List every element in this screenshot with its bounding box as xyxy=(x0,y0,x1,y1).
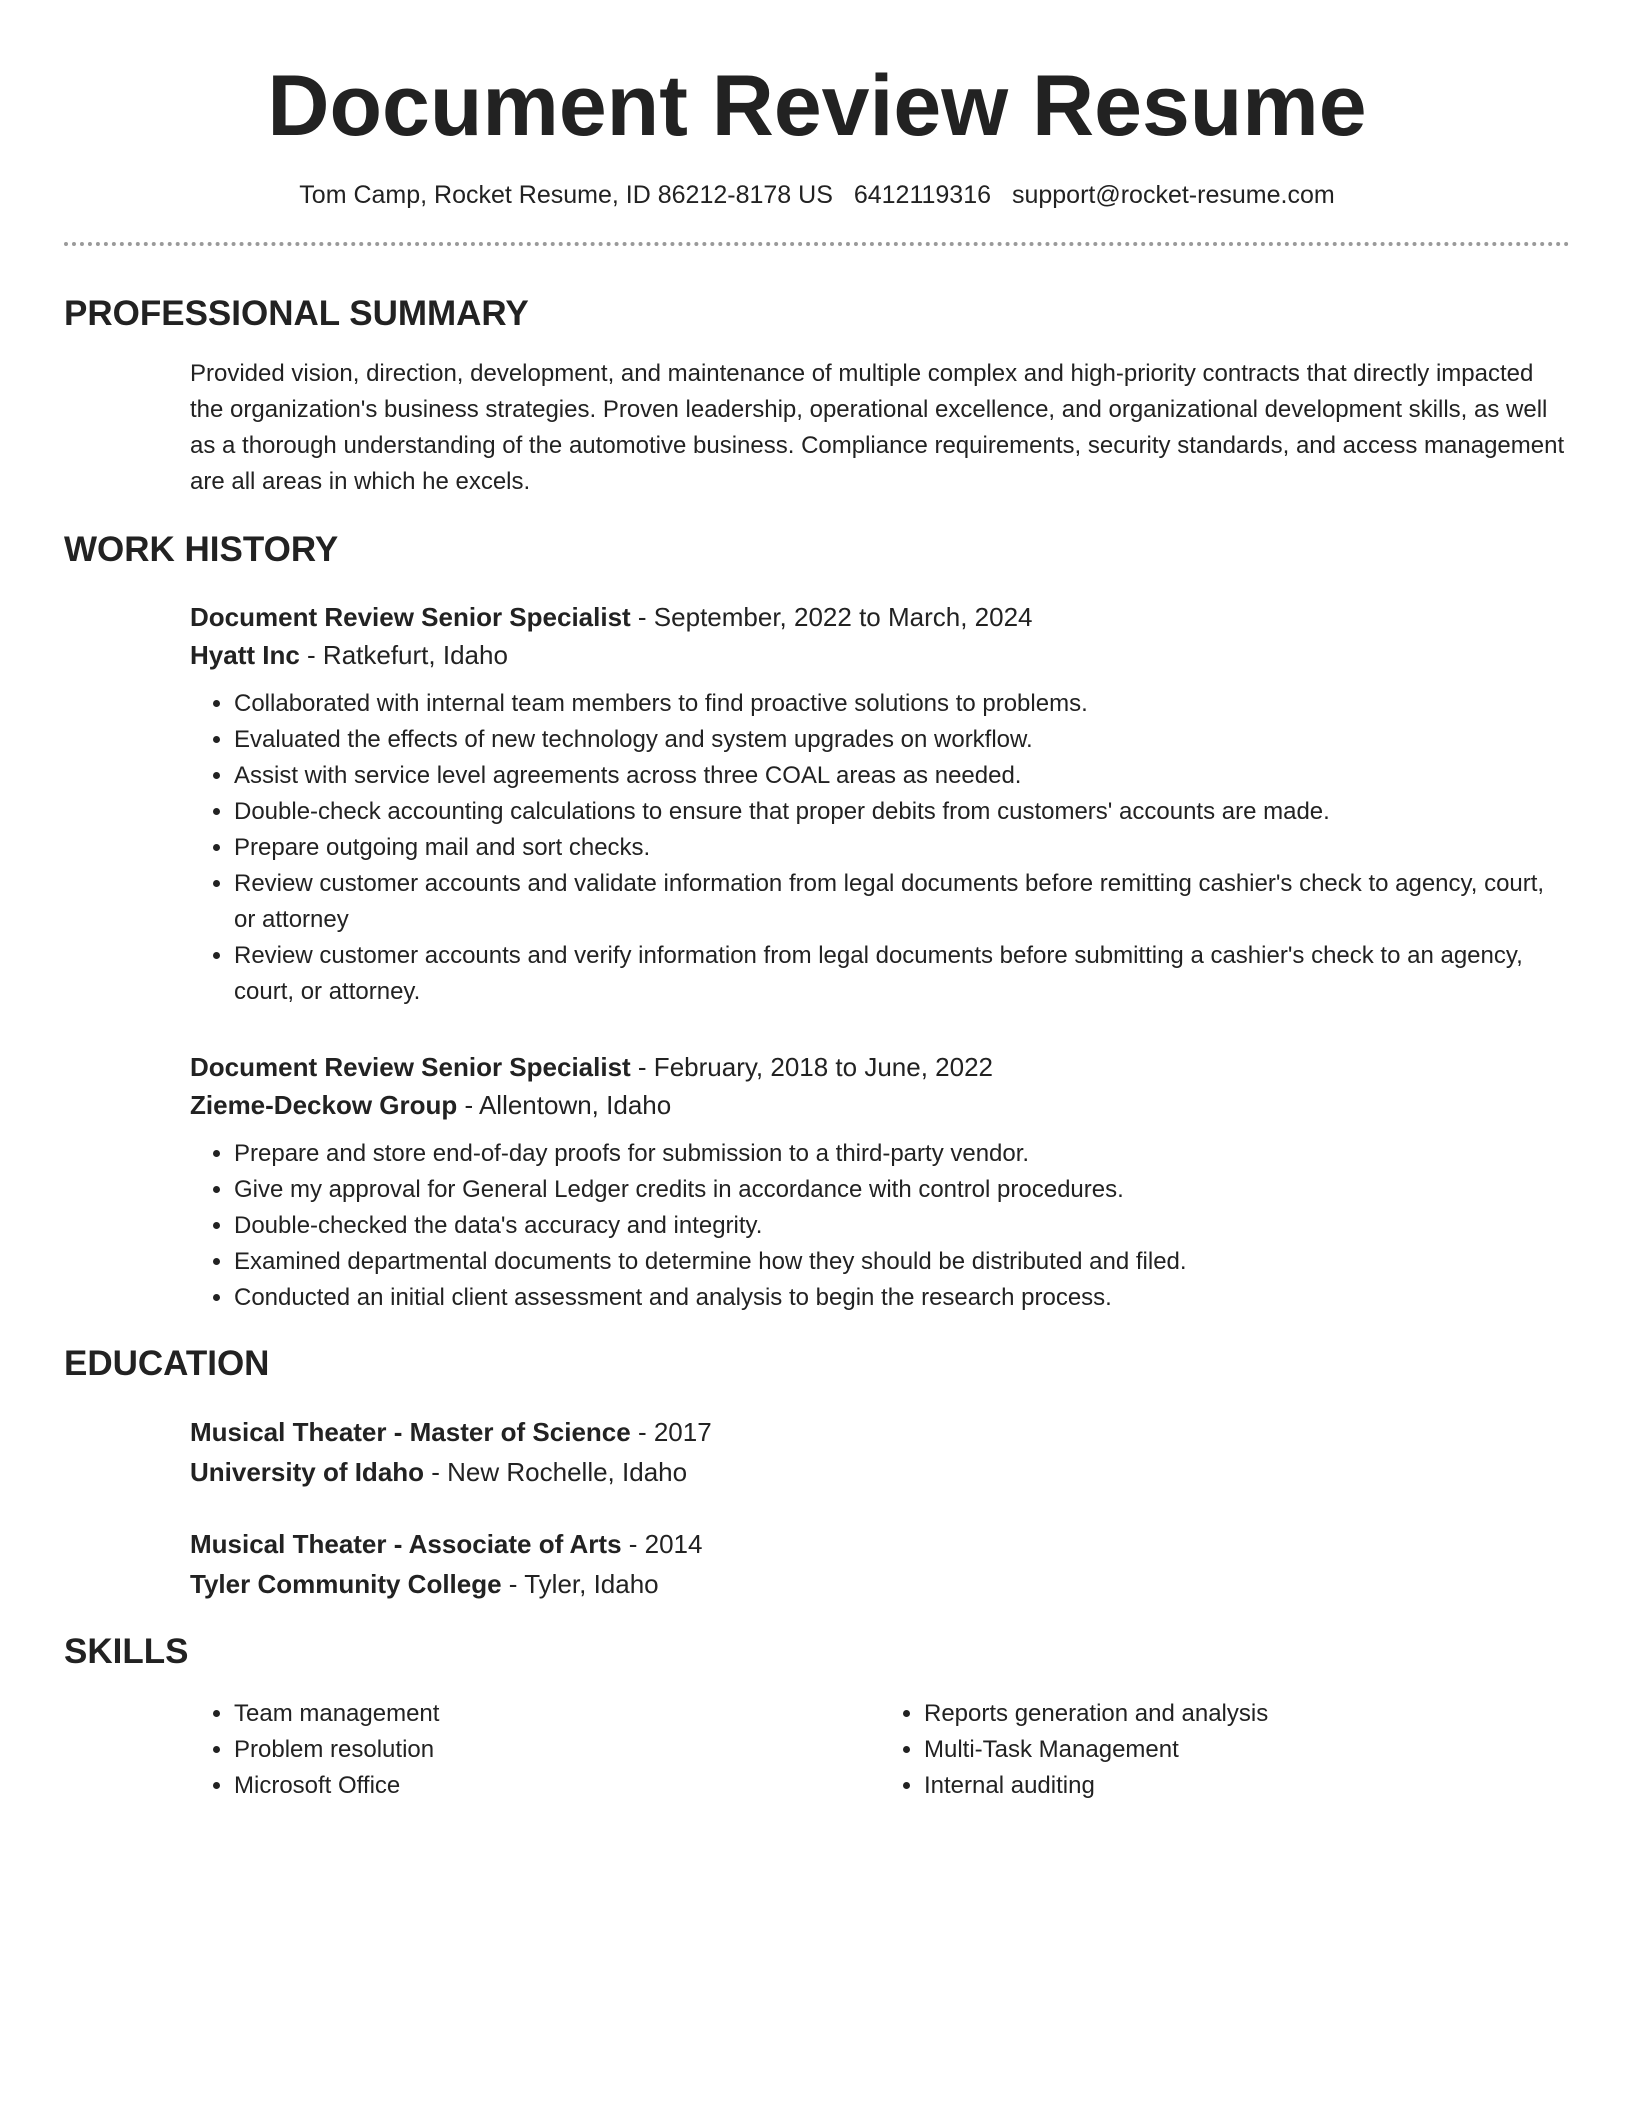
contact-address: Tom Camp, Rocket Resume, ID 86212-8178 US xyxy=(299,181,833,209)
contact-email: support@rocket-resume.com xyxy=(1011,181,1335,209)
skill-item: • Reports generation and analysis xyxy=(924,1696,1570,1732)
job-entry xyxy=(190,598,1570,1010)
job-title-line xyxy=(190,1048,1570,1086)
skills-list-left xyxy=(190,1696,880,1804)
skills-list-right xyxy=(880,1696,1570,1804)
job-duties-list xyxy=(190,1136,1570,1316)
work-history-heading: WORK HISTORY xyxy=(64,530,339,569)
school-line xyxy=(190,1564,1570,1604)
summary-text: Provided vision, direction, development, and maintenance of multiple complex and high-priority contracts that directly impacted the organization's business strategies. Proven leadership, operational excellence, and organizational development skills, as well as a thorough understanding of the automotive business. Compliance requirements, security standards, and access management are all areas in which he excels. xyxy=(190,360,1565,495)
list-item: • Assist with service level agreements across three COAL areas as needed. xyxy=(234,758,1570,794)
list-item: • Review customer accounts and validate information from legal documents before remitting cashier's check to agency, court, or attorney xyxy=(234,866,1570,938)
school-name: University of Idaho xyxy=(190,1457,425,1487)
job-title: Document Review Senior Specialist xyxy=(190,1052,631,1082)
resume-title: Document Review Resume xyxy=(267,58,1367,154)
skill-item: • Multi-Task Management xyxy=(924,1732,1570,1768)
school-line xyxy=(190,1452,1570,1492)
job-company: Zieme-Deckow Group xyxy=(190,1090,458,1120)
skill-item: • Microsoft Office xyxy=(234,1768,880,1804)
degree-year: - 2017 xyxy=(630,1417,712,1447)
list-item: • Evaluated the effects of new technology and system upgrades on workflow. xyxy=(234,722,1570,758)
school-location: - Tyler, Idaho xyxy=(501,1569,659,1599)
job-title: Document Review Senior Specialist xyxy=(190,602,631,632)
job-entry xyxy=(190,1048,1570,1316)
job-dates: - February, 2018 to June, 2022 xyxy=(630,1052,994,1082)
job-location: - Ratkefurt, Idaho xyxy=(299,640,508,670)
skill-item: • Team management xyxy=(234,1696,880,1732)
skill-item: • Problem resolution xyxy=(234,1732,880,1768)
list-item: • Double-check accounting calculations to ensure that proper debits from customers' accounts are made. xyxy=(234,794,1570,830)
list-item: • Review customer accounts and verify information from legal documents before submitting a cashier's check to an agency, court, or attorney. xyxy=(234,938,1570,1010)
job-location: - Allentown, Idaho xyxy=(457,1090,672,1120)
education-heading: EDUCATION xyxy=(64,1344,270,1383)
resume-page xyxy=(64,0,1570,1804)
degree-name: Musical Theater - Associate of Arts xyxy=(190,1529,622,1559)
list-item: • Examined departmental documents to determine how they should be distributed and filed. xyxy=(234,1244,1570,1280)
skills-heading: SKILLS xyxy=(64,1632,189,1671)
list-item: • Prepare outgoing mail and sort checks. xyxy=(234,830,1570,866)
job-company: Hyatt Inc xyxy=(190,640,300,670)
job-dates: - September, 2022 to March, 2024 xyxy=(630,602,1033,632)
contact-phone: 6412119316 xyxy=(853,181,992,209)
education-entry xyxy=(190,1524,1570,1604)
school-name: Tyler Community College xyxy=(190,1569,502,1599)
job-title-line xyxy=(190,598,1570,636)
list-item: • Collaborated with internal team members to find proactive solutions to problems. xyxy=(234,686,1570,722)
job-duties-list xyxy=(190,686,1570,1010)
degree-line xyxy=(190,1412,1570,1452)
degree-year: - 2014 xyxy=(621,1529,703,1559)
school-location: - New Rochelle, Idaho xyxy=(424,1457,688,1487)
header-divider xyxy=(64,242,1570,246)
list-item: • Conducted an initial client assessment and analysis to begin the research process. xyxy=(234,1280,1570,1316)
education-entry xyxy=(190,1412,1570,1492)
skills-grid xyxy=(190,1696,1570,1804)
skill-item: • Internal auditing xyxy=(924,1768,1570,1804)
job-company-line xyxy=(190,636,1570,674)
list-item: • Give my approval for General Ledger credits in accordance with control procedures. xyxy=(234,1172,1570,1208)
job-company-line xyxy=(190,1086,1570,1124)
contact-line xyxy=(64,178,1570,212)
summary-heading: PROFESSIONAL SUMMARY xyxy=(64,294,529,333)
list-item: • Double-checked the data's accuracy and integrity. xyxy=(234,1208,1570,1244)
list-item: • Prepare and store end-of-day proofs for submission to a third-party vendor. xyxy=(234,1136,1570,1172)
degree-name: Musical Theater - Master of Science xyxy=(190,1417,631,1447)
degree-line xyxy=(190,1524,1570,1564)
